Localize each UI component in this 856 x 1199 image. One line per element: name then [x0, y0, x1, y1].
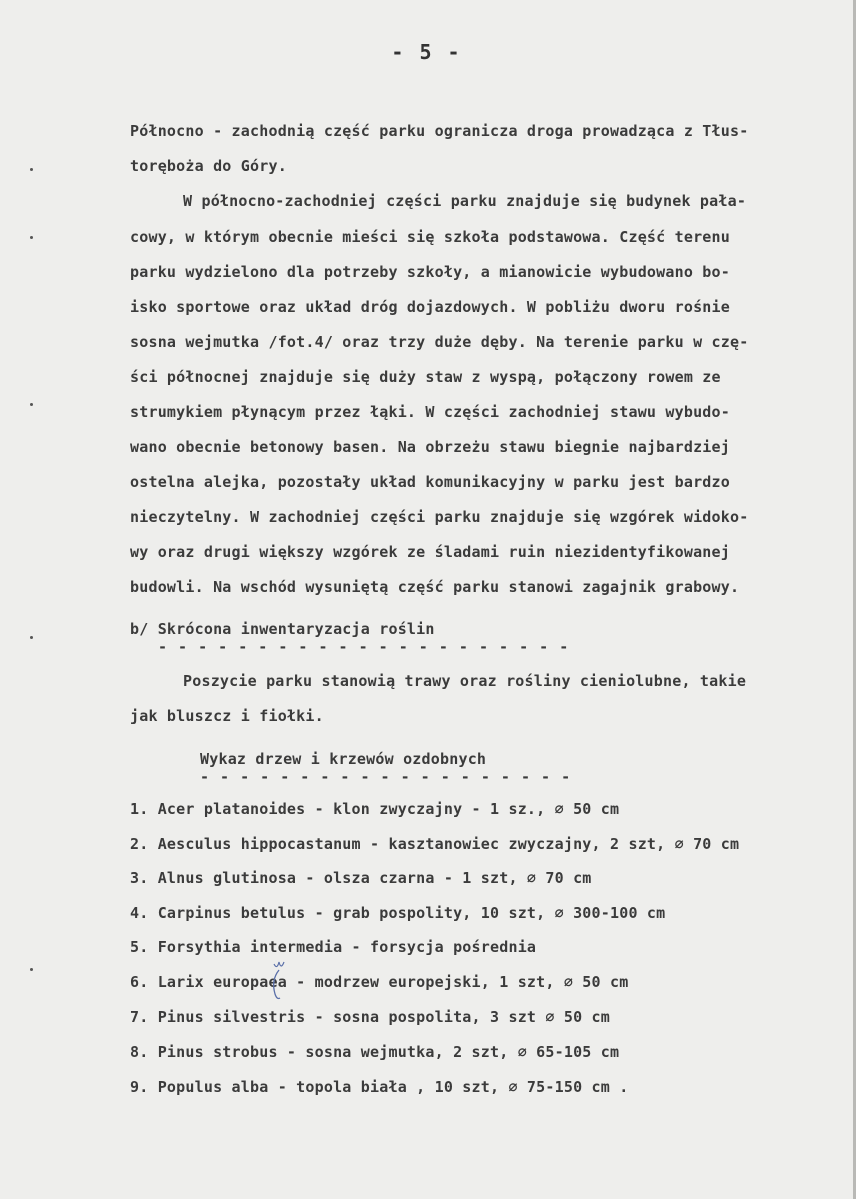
margin-dot — [30, 168, 33, 171]
handwritten-correction-mark — [268, 956, 290, 1002]
paragraph-2-line: nieczytelny. W zachodniej części parku znajduje się wzgórek widoko- — [130, 508, 749, 526]
margin-dot — [30, 403, 33, 406]
list-item: 8. Pinus strobus - sosna wejmutka, 2 szt, ∅ 65-105 cm — [130, 1043, 620, 1061]
paragraph-2-line: cowy, w którym obecnie mieści się szkoła podstawowa. Część terenu — [130, 228, 730, 246]
paragraph-2-line: strumykiem płynącym przez łąki. W części zachodniej stawu wybudo- — [130, 403, 730, 421]
list-item: 9. Populus alba - topola biała , 10 szt, ∅ 75-150 cm . — [130, 1078, 629, 1096]
paragraph-2-line: sosna wejmutka /fot.4/ oraz trzy duże dęby. Na terenie parku w czę- — [130, 333, 749, 351]
margin-dot — [30, 236, 33, 239]
paragraph-2-line: ści północnej znajduje się duży staw z wyspą, połączony rowem ze — [130, 368, 721, 386]
paragraph-2-line: ostelna alejka, pozostały układ komunikacyjny w parku jest bardzo — [130, 473, 730, 491]
paragraph-3-line: Poszycie parku stanowią trawy oraz rośliny cieniolubne, takie — [183, 672, 747, 690]
section-b-heading: b/ Skrócona inwentaryzacja roślin — [130, 620, 435, 638]
paragraph-2-line: wy oraz drugi większy wzgórek ze śladami ruin niezidentyfikowanej — [130, 543, 730, 561]
paragraph-2-line: wano obecnie betonowy basen. Na obrzeżu stawu biegnie najbardziej — [130, 438, 730, 456]
paragraph-3-line: jak bluszcz i fiołki. — [130, 707, 324, 725]
list-item: 3. Alnus glutinosa - olsza czarna - 1 szt, ∅ 70 cm — [130, 869, 592, 887]
list-item: 6. Larix europaea - modrzew europejski, 1 szt, ∅ 50 cm — [130, 973, 629, 991]
list-item: 5. Forsythia intermedia - forsycja pośrednia — [130, 938, 537, 956]
margin-dot — [30, 636, 33, 639]
list-item: 7. Pinus silvestris - sosna pospolita, 3 szt ∅ 50 cm — [130, 1008, 610, 1026]
paragraph-2-line: isko sportowe oraz układ dróg dojazdowych. W pobliżu dworu rośnie — [130, 298, 730, 316]
page-number: - 5 - — [391, 40, 462, 64]
paragraph-2-line: parku wydzielono dla potrzeby szkoły, a mianowicie wybudowano bo- — [130, 263, 730, 281]
paragraph-1-line: Północno - zachodnią część parku ogranicza droga prowadząca z Tłus- — [130, 122, 749, 140]
list-heading-underline: - - - - - - - - - - - - - - - - - - - — [200, 768, 572, 786]
list-heading: Wykaz drzew i krzewów ozdobnych — [200, 750, 487, 768]
section-b-underline: - - - - - - - - - - - - - - - - - - - - - — [158, 638, 570, 656]
list-item: 2. Aesculus hippocastanum - kasztanowiec zwyczajny, 2 szt, ∅ 70 cm — [130, 835, 740, 853]
paragraph-1-line: toręboża do Góry. — [130, 157, 287, 175]
list-item: 4. Carpinus betulus - grab pospolity, 10 szt, ∅ 300-100 cm — [130, 904, 666, 922]
list-item: 1. Acer platanoides - klon zwyczajny - 1 sz., ∅ 50 cm — [130, 800, 620, 818]
paragraph-2-line: budowli. Na wschód wysuniętą część parku stanowi zagajnik grabowy. — [130, 578, 740, 596]
paragraph-2-line: W północno-zachodniej części parku znajduje się budynek pała- — [183, 192, 747, 210]
margin-dot — [30, 968, 33, 971]
